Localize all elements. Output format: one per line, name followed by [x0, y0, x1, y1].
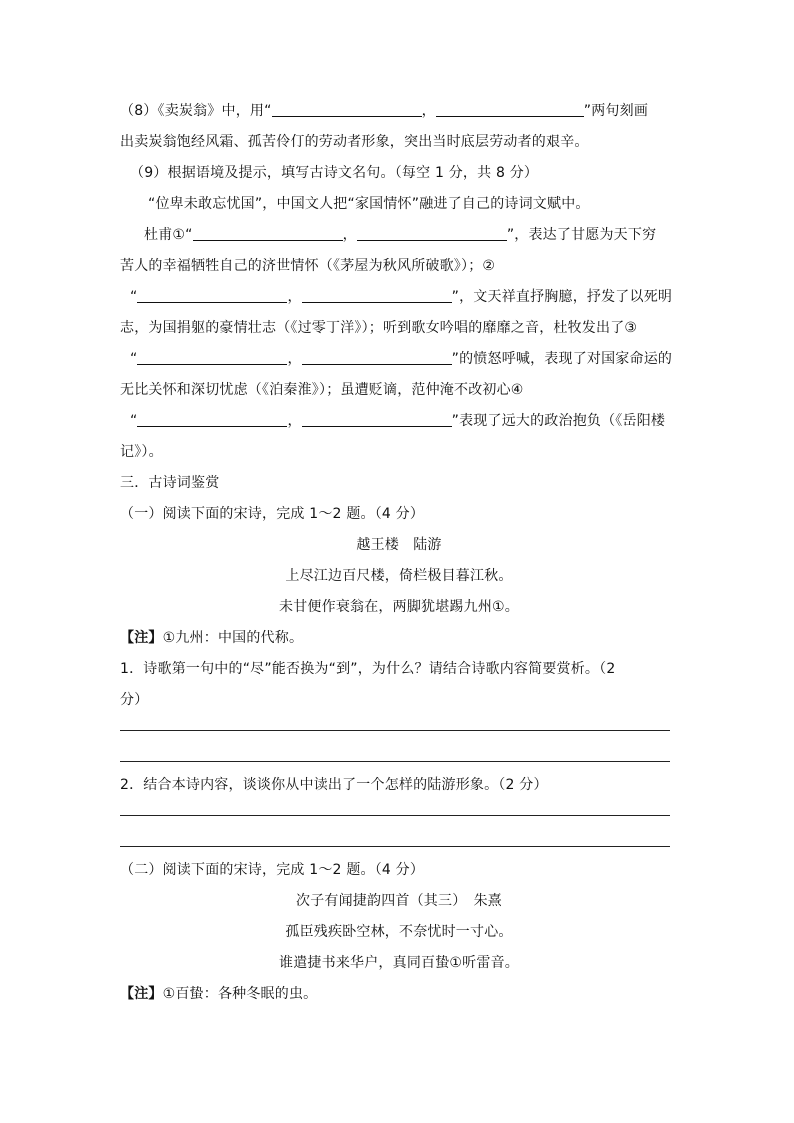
part2-poem-line1: 孤臣残疾卧空林，不奈忧时一寸心。	[285, 924, 513, 940]
q9-blank-4a[interactable]	[137, 412, 287, 427]
part1-note	[120, 623, 678, 654]
q9-paragraph-line8: 记》）。	[120, 444, 163, 460]
part1-poem-title: 越王楼 陆游	[356, 537, 442, 553]
q9-blank-1a[interactable]	[193, 226, 343, 241]
q9-p1-comma: ，	[342, 227, 357, 243]
q9-p1-prefix: 杜甫①“	[144, 227, 193, 243]
q8-line1-suffix: ”两句刻画	[583, 103, 649, 119]
q9-blank-2b[interactable]	[302, 288, 452, 303]
q9-p3-comma: ，	[287, 289, 302, 305]
part1-question2: 2．结合本诗内容，谈谈你从中读出了一个怎样的陆游形象。（2 分）	[120, 777, 548, 793]
q9-p5-comma: ，	[287, 351, 302, 367]
part1-note-label: 【注】	[120, 630, 163, 646]
q9-p1-suffix: ”，表达了甘愿为天下穷	[506, 227, 657, 243]
q9-paragraph-line7	[120, 406, 678, 437]
part1-poem-line2: 未甘便作衰翁在，两脚犹堪踢九州①。	[279, 599, 519, 615]
part2-note-label: 【注】	[120, 986, 163, 1002]
q8-blank-2[interactable]	[436, 102, 584, 117]
part1-poem-line1: 上尽江边百尺楼，倚栏极目暮江秋。	[285, 568, 513, 584]
q8-line1-prefix: （8）《卖炭翁》中，用“	[120, 103, 272, 119]
q9-p5-prefix: “	[130, 351, 138, 367]
q9-blank-3a[interactable]	[137, 350, 287, 365]
q9-paragraph-line6: 无比关怀和深切忧虑（《泊秦淮》）；虽遭贬谪，范仲淹不改初心④	[120, 382, 524, 398]
part2-note-text: ①百蛰：各种冬眠的虫。	[162, 986, 318, 1002]
q9-blank-1b[interactable]	[357, 226, 507, 241]
part1-instruction: （一）阅读下面的宋诗，完成 1～2 题。（4 分）	[120, 506, 425, 522]
q9-paragraph-line1	[120, 220, 678, 251]
part2-poem-line2: 谁遣捷书来华户，真同百蛰①听雷音。	[279, 955, 519, 971]
q9-paragraph-line3	[120, 282, 678, 313]
q9-p3-suffix: ”，文天祥直抒胸臆，抒发了以死明	[451, 289, 673, 305]
q8-line2: 出卖炭翁饱经风霜、孤苦伶仃的劳动者形象，突出当时底层劳动者的艰辛。	[120, 134, 589, 150]
q9-intro: “位卑未敢忘忧国”，中国文人把“家国情怀”融进了自己的诗词文赋中。	[148, 196, 590, 212]
q9-p7-prefix: “	[130, 413, 138, 429]
q9-paragraph-line2: 苦人的幸福牺牲自己的济世情怀（《茅屋为秋风所破歌》）；②	[120, 258, 496, 274]
q9-paragraph-line4: 志，为国捐躯的豪情壮志（《过零丁洋》）；听到歌女吟唱的靡靡之音，杜牧发出了③	[120, 320, 638, 336]
exam-page	[120, 96, 678, 1010]
q8-line1	[120, 96, 678, 127]
q9-p5-suffix: ”的愤怒呼喊，表现了对国家命运的	[451, 351, 673, 367]
part1-question1-line2: 分）	[120, 692, 149, 708]
q9-blank-3b[interactable]	[302, 350, 452, 365]
part2-instruction: （二）阅读下面的宋诗，完成 1～2 题。（4 分）	[120, 862, 425, 878]
part1-note-text: ①九州：中国的代称。	[162, 630, 304, 646]
section3-heading: 三．古诗词鉴赏	[120, 475, 220, 491]
part2-note	[120, 979, 678, 1010]
q9-p7-suffix: ”表现了远大的政治抱负（《岳阳楼	[451, 413, 666, 429]
q9-blank-4b[interactable]	[302, 412, 452, 427]
q8-blank-1[interactable]	[272, 102, 422, 117]
q8-line1-comma: ，	[421, 103, 436, 119]
q9-heading: （9）根据语境及提示，填写古诗文名句。（每空 1 分，共 8 分）	[130, 165, 539, 181]
q9-p7-comma: ，	[287, 413, 302, 429]
q9-p3-prefix: “	[130, 289, 138, 305]
q9-paragraph-line5	[120, 344, 678, 375]
q9-blank-2a[interactable]	[137, 288, 287, 303]
part1-question1-line1: 1．诗歌第一句中的“尽”能否换为“到”，为什么？请结合诗歌内容简要赏析。（2	[120, 661, 616, 677]
part2-poem-title: 次子有闻捷韵四首（其三） 朱熹	[296, 893, 502, 909]
